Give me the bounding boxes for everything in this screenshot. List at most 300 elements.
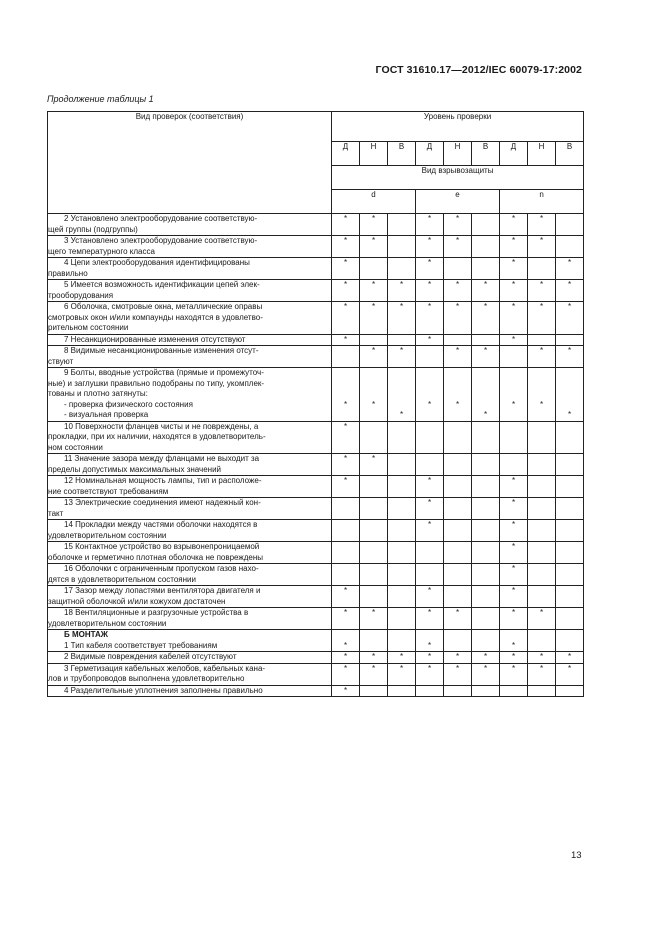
level-mark-cell <box>500 476 528 498</box>
level-mark-cell <box>500 663 528 685</box>
mark: * <box>455 652 460 661</box>
level-mark-cell <box>444 236 472 258</box>
mark <box>556 498 583 509</box>
mark <box>472 630 499 641</box>
level-mark-cell <box>416 421 444 454</box>
column-title-cell: Вид проверок (соответствия) <box>48 112 332 214</box>
level-cell: Н <box>444 142 472 166</box>
mark <box>332 346 359 357</box>
level-mark-cell <box>332 454 360 476</box>
level-mark-cell <box>556 236 584 258</box>
description-line: удовлетворительном состоянии <box>48 618 167 628</box>
level-mark-cell <box>332 346 360 368</box>
level-mark-cell <box>528 258 556 280</box>
mark <box>332 389 359 400</box>
description-line: 5 Имеется возможность идентификации цепей элек- <box>64 280 260 289</box>
level-mark-cell <box>556 368 584 422</box>
mark: * <box>371 214 376 223</box>
level-mark-cell <box>528 663 556 685</box>
mark: * <box>567 302 572 311</box>
mark <box>500 389 527 400</box>
level-mark-cell <box>500 302 528 335</box>
mark <box>472 476 499 487</box>
level-mark-cell <box>416 564 444 586</box>
description-line: - визуальная проверка <box>64 410 149 419</box>
mark: * <box>511 640 516 650</box>
mark <box>416 564 443 575</box>
level-mark-cell <box>388 498 416 520</box>
level-mark-cell <box>528 334 556 346</box>
mark <box>556 476 583 487</box>
mark: * <box>455 302 460 311</box>
description-line: оболочке и герметично плотная оболочка не повреждены <box>48 552 264 562</box>
level-mark-cell <box>360 498 388 520</box>
mark <box>528 686 555 697</box>
level-mark-cell <box>416 346 444 368</box>
level-mark-cell <box>444 663 472 685</box>
level-mark-cell <box>360 421 388 454</box>
mark: * <box>371 346 376 355</box>
mark <box>472 368 499 379</box>
mark: * <box>371 663 376 673</box>
mark <box>500 422 527 433</box>
mark: * <box>539 302 544 311</box>
mark: * <box>343 476 348 485</box>
mark <box>332 379 359 390</box>
level-mark-cell <box>360 520 388 542</box>
mark <box>444 686 471 697</box>
mark: * <box>511 236 516 245</box>
check-description-cell <box>48 421 332 454</box>
mark: * <box>399 302 404 311</box>
check-description-cell <box>48 280 332 302</box>
mark <box>472 400 499 411</box>
level-mark-cell <box>528 454 556 476</box>
description-line: 14 Прокладки между частями оболочки находятся в <box>64 520 258 529</box>
level-mark-cell <box>556 663 584 685</box>
mark: * <box>455 346 460 355</box>
level-mark-cell <box>388 542 416 564</box>
mark: * <box>511 334 516 344</box>
mark <box>472 236 499 247</box>
level-mark-cell <box>556 564 584 586</box>
mark <box>444 410 471 421</box>
level-mark-cell <box>388 685 416 697</box>
level-mark-cell <box>332 652 360 664</box>
check-description-cell <box>48 652 332 664</box>
mark: * <box>343 421 348 431</box>
level-mark-cell <box>332 368 360 422</box>
level-mark-cell <box>556 542 584 564</box>
level-mark-cell <box>556 520 584 542</box>
level-mark-cell <box>388 663 416 685</box>
check-description-cell <box>48 608 332 630</box>
mark <box>360 379 387 390</box>
mark: * <box>567 258 572 267</box>
mark: * <box>427 399 432 409</box>
level-mark-cell <box>332 421 360 454</box>
level-mark-cell <box>416 476 444 498</box>
mark <box>528 564 555 575</box>
mark <box>388 586 415 597</box>
mark <box>444 542 471 553</box>
check-description-cell <box>48 302 332 335</box>
level-mark-cell <box>528 498 556 520</box>
level-cell: В <box>388 142 416 166</box>
level-mark-cell <box>416 368 444 422</box>
mark: * <box>455 663 460 673</box>
table-row <box>48 280 584 302</box>
mark: * <box>371 399 376 409</box>
level-mark-cell <box>444 280 472 302</box>
table-row <box>48 214 584 236</box>
mark <box>444 389 471 400</box>
mark <box>528 520 555 531</box>
mark: * <box>343 302 348 311</box>
description-line: 16 Оболочки с ограниченным пропуском газов нахо- <box>64 564 259 573</box>
level-mark-cell <box>472 652 500 664</box>
level-mark-cell <box>556 214 584 236</box>
level-mark-cell <box>416 280 444 302</box>
mark <box>472 389 499 400</box>
level-mark-cell <box>444 685 472 697</box>
level-mark-cell <box>500 214 528 236</box>
mark <box>528 641 555 652</box>
mark: * <box>539 663 544 673</box>
table-row <box>48 498 584 520</box>
mark: * <box>483 410 488 419</box>
level-mark-cell <box>388 421 416 454</box>
mark <box>360 520 387 531</box>
mark <box>528 335 555 346</box>
mark: * <box>511 258 516 267</box>
level-mark-cell <box>360 685 388 697</box>
level-mark-cell <box>360 608 388 630</box>
level-mark-cell <box>388 258 416 280</box>
mark <box>332 520 359 531</box>
table-row <box>48 630 584 652</box>
mark <box>556 389 583 400</box>
level-mark-cell <box>528 685 556 697</box>
level-mark-cell <box>528 520 556 542</box>
level-mark-cell <box>360 236 388 258</box>
description-line: дятся в удовлетворительном состоянии <box>48 574 196 584</box>
level-mark-cell <box>500 258 528 280</box>
table-row <box>48 652 584 664</box>
level-mark-cell <box>528 608 556 630</box>
level-mark-cell <box>528 630 556 652</box>
mark: * <box>427 652 432 661</box>
mark <box>472 520 499 531</box>
level-mark-cell <box>360 346 388 368</box>
mark <box>556 236 583 247</box>
level-mark-cell <box>332 586 360 608</box>
level-mark-cell <box>388 454 416 476</box>
level-mark-cell <box>472 346 500 368</box>
mark <box>388 520 415 531</box>
mark <box>556 564 583 575</box>
level-mark-cell <box>556 258 584 280</box>
mark <box>416 389 443 400</box>
mark <box>388 236 415 247</box>
mark: * <box>511 399 516 409</box>
check-description-cell <box>48 586 332 608</box>
mark <box>360 422 387 433</box>
table-row <box>48 476 584 498</box>
level-cell: Д <box>500 142 528 166</box>
level-mark-cell <box>360 542 388 564</box>
mark <box>556 335 583 346</box>
level-mark-cell <box>556 586 584 608</box>
level-mark-cell <box>360 302 388 335</box>
level-mark-cell <box>388 214 416 236</box>
mark <box>416 454 443 465</box>
mark: * <box>343 586 348 595</box>
mark <box>416 542 443 553</box>
mark: * <box>455 399 460 409</box>
level-mark-cell <box>528 542 556 564</box>
mark: * <box>483 346 488 355</box>
level-mark-cell <box>528 421 556 454</box>
mark <box>416 379 443 390</box>
protection-cell-d: d <box>332 190 416 214</box>
level-mark-cell <box>472 630 500 652</box>
mark <box>528 258 555 269</box>
mark <box>360 586 387 597</box>
check-description-cell <box>48 498 332 520</box>
check-description-cell <box>48 520 332 542</box>
mark: * <box>343 214 348 223</box>
level-mark-cell <box>332 542 360 564</box>
check-description-cell <box>48 346 332 368</box>
header-row-levels-title <box>48 112 584 142</box>
level-mark-cell <box>444 214 472 236</box>
mark <box>388 498 415 509</box>
description-line: 7 Несанкционированные изменения отсутствуют <box>64 334 246 344</box>
level-mark-cell <box>500 630 528 652</box>
mark: * <box>539 346 544 355</box>
description-line: рительном состоянии <box>48 323 129 332</box>
mark: * <box>539 280 544 289</box>
protection-title-cell: Вид взрывозащиты <box>332 166 584 190</box>
table-row <box>48 421 584 454</box>
mark: * <box>371 454 376 463</box>
level-mark-cell <box>528 236 556 258</box>
mark: * <box>371 608 376 617</box>
mark: * <box>343 685 348 695</box>
check-description-cell <box>48 236 332 258</box>
level-mark-cell <box>388 630 416 652</box>
mark <box>528 422 555 433</box>
table-row <box>48 346 584 368</box>
description-line: - проверка физического состояния <box>64 399 193 409</box>
level-cell: Н <box>528 142 556 166</box>
mark: * <box>427 608 432 617</box>
level-mark-cell <box>416 302 444 335</box>
level-mark-cell <box>472 476 500 498</box>
mark <box>500 368 527 379</box>
mark <box>528 410 555 421</box>
check-description-cell <box>48 542 332 564</box>
mark <box>528 498 555 509</box>
mark <box>388 564 415 575</box>
mark: * <box>371 302 376 311</box>
mark <box>472 686 499 697</box>
mark: * <box>483 663 488 673</box>
table-row <box>48 608 584 630</box>
mark: * <box>343 663 348 673</box>
level-mark-cell <box>416 685 444 697</box>
level-mark-cell <box>444 520 472 542</box>
level-mark-cell <box>416 258 444 280</box>
level-mark-cell <box>556 652 584 664</box>
mark <box>444 454 471 465</box>
mark <box>360 476 387 487</box>
level-mark-cell <box>472 663 500 685</box>
mark: * <box>511 608 516 617</box>
mark: * <box>427 498 432 507</box>
mark <box>556 422 583 433</box>
mark <box>444 641 471 652</box>
level-mark-cell <box>332 608 360 630</box>
level-mark-cell <box>500 542 528 564</box>
mark <box>388 641 415 652</box>
level-mark-cell <box>444 421 472 454</box>
mark <box>360 389 387 400</box>
level-mark-cell <box>500 346 528 368</box>
mark <box>472 214 499 225</box>
mark <box>388 542 415 553</box>
level-mark-cell <box>332 685 360 697</box>
mark <box>500 454 527 465</box>
level-mark-cell <box>416 334 444 346</box>
mark: * <box>511 652 516 661</box>
check-description-cell <box>48 334 332 346</box>
mark <box>472 641 499 652</box>
mark: * <box>371 236 376 245</box>
description-line: смотровых окон и/или компаунды находятся в удовлетво- <box>48 312 263 322</box>
mark: * <box>511 498 516 507</box>
mark <box>416 410 443 421</box>
description-line: 13 Электрические соединения имеют надежный кон- <box>64 498 261 507</box>
level-mark-cell <box>416 454 444 476</box>
mark <box>388 400 415 411</box>
mark <box>556 630 583 641</box>
mark <box>556 586 583 597</box>
description-line: 6 Оболочка, смотровые окна, металлические оправы <box>64 302 263 311</box>
check-description-cell <box>48 630 332 652</box>
level-mark-cell <box>500 685 528 697</box>
level-mark-cell <box>528 652 556 664</box>
description-line: 10 Поверхности фланцев чисты и не повреждены, а <box>64 421 259 431</box>
check-description-cell <box>48 368 332 422</box>
mark <box>444 564 471 575</box>
mark: * <box>511 302 516 311</box>
table-row <box>48 685 584 697</box>
description-line: 4 Цепи электрооборудования идентифицированы <box>64 258 250 267</box>
level-mark-cell <box>444 368 472 422</box>
mark <box>444 379 471 390</box>
level-mark-cell <box>388 346 416 368</box>
level-mark-cell <box>528 214 556 236</box>
mark <box>556 454 583 465</box>
level-mark-cell <box>500 334 528 346</box>
mark <box>388 454 415 465</box>
level-mark-cell <box>472 302 500 335</box>
level-mark-cell <box>332 258 360 280</box>
mark: * <box>511 586 516 595</box>
mark: * <box>455 214 460 223</box>
mark: * <box>343 454 348 463</box>
mark <box>388 368 415 379</box>
mark <box>556 368 583 379</box>
level-mark-cell <box>556 346 584 368</box>
mark <box>444 368 471 379</box>
mark: * <box>427 586 432 595</box>
level-mark-cell <box>444 498 472 520</box>
level-mark-cell <box>500 564 528 586</box>
mark <box>332 368 359 379</box>
description-line: 11 Значение зазора между фланцами не выходит за <box>64 454 260 463</box>
mark: * <box>483 302 488 311</box>
mark <box>360 335 387 346</box>
level-mark-cell <box>332 236 360 258</box>
mark <box>444 630 471 641</box>
protection-cell-n: n <box>500 190 584 214</box>
description-line: ствуют <box>48 356 74 366</box>
level-mark-cell <box>500 454 528 476</box>
level-mark-cell <box>472 498 500 520</box>
mark: * <box>343 640 348 650</box>
mark <box>472 608 499 619</box>
description-line: 4 Разделительные уплотнения заполнены правильно <box>64 685 263 695</box>
mark <box>444 335 471 346</box>
mark <box>444 258 471 269</box>
mark <box>360 542 387 553</box>
level-mark-cell <box>444 630 472 652</box>
document-header: ГОСТ 31610.17—2012/IEC 60079-17:2002 <box>375 64 582 76</box>
mark <box>500 410 527 421</box>
mark: * <box>567 652 572 661</box>
mark <box>472 454 499 465</box>
mark <box>332 630 359 641</box>
level-mark-cell <box>556 280 584 302</box>
level-mark-cell <box>500 280 528 302</box>
level-mark-cell <box>472 564 500 586</box>
mark <box>528 542 555 553</box>
mark <box>528 379 555 390</box>
level-mark-cell <box>472 368 500 422</box>
description-line: 2 Установлено электрооборудование соответствую- <box>64 214 258 223</box>
level-mark-cell <box>556 685 584 697</box>
level-mark-cell <box>472 520 500 542</box>
level-mark-cell <box>416 608 444 630</box>
level-mark-cell <box>472 542 500 564</box>
mark <box>556 542 583 553</box>
mark: * <box>399 652 404 661</box>
mark: * <box>567 410 572 419</box>
mark <box>388 608 415 619</box>
mark <box>388 389 415 400</box>
description-line: правильно <box>48 268 88 278</box>
level-mark-cell <box>444 302 472 335</box>
level-mark-cell <box>416 630 444 652</box>
mark: * <box>343 652 348 661</box>
mark <box>444 498 471 509</box>
mark <box>388 379 415 390</box>
description-line: 18 Вентиляционные и разгрузочные устройства в <box>64 608 249 617</box>
level-mark-cell <box>360 334 388 346</box>
